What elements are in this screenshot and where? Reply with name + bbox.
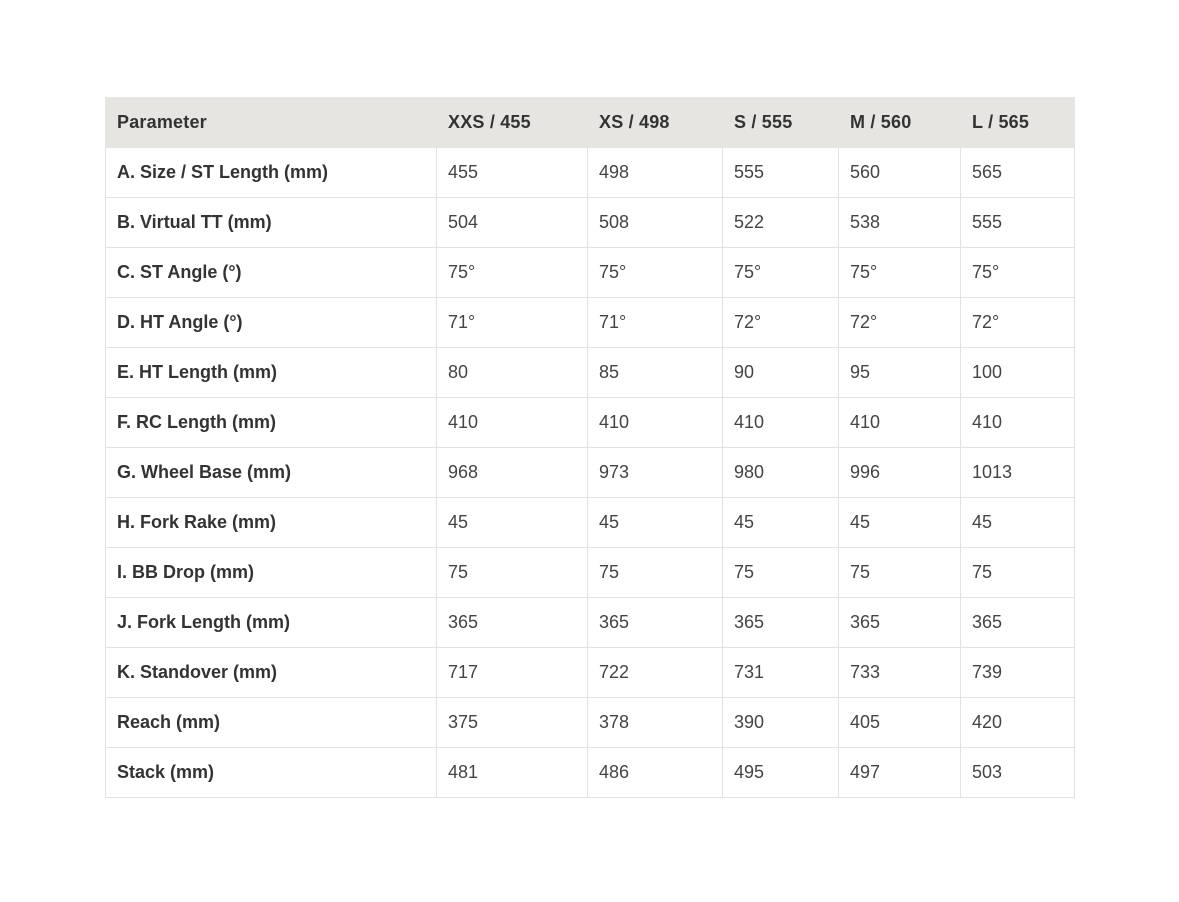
cell-xs: 722: [588, 648, 723, 698]
cell-m: 405: [839, 698, 961, 748]
header-row: [106, 98, 1075, 148]
cell-xs: 498: [588, 148, 723, 198]
cell-l: 72°: [961, 298, 1075, 348]
cell-m: 538: [839, 198, 961, 248]
column-header-parameter: Parameter: [106, 98, 437, 148]
cell-m: 733: [839, 648, 961, 698]
cell-m: 72°: [839, 298, 961, 348]
cell-m: 75°: [839, 248, 961, 298]
row-parameter-label: C. ST Angle (°): [106, 248, 437, 298]
table-row: [106, 698, 1075, 748]
table-row: [106, 298, 1075, 348]
cell-l: 45: [961, 498, 1075, 548]
cell-xxs: 75°: [437, 248, 588, 298]
cell-s: 45: [723, 498, 839, 548]
cell-xs: 410: [588, 398, 723, 448]
cell-xs: 365: [588, 598, 723, 648]
cell-m: 95: [839, 348, 961, 398]
cell-m: 497: [839, 748, 961, 798]
cell-s: 390: [723, 698, 839, 748]
cell-xs: 486: [588, 748, 723, 798]
row-parameter-label: H. Fork Rake (mm): [106, 498, 437, 548]
cell-s: 555: [723, 148, 839, 198]
cell-s: 75°: [723, 248, 839, 298]
column-header-m: M / 560: [839, 98, 961, 148]
cell-l: 555: [961, 198, 1075, 248]
table-row: [106, 448, 1075, 498]
cell-xxs: 45: [437, 498, 588, 548]
row-parameter-label: J. Fork Length (mm): [106, 598, 437, 648]
row-parameter-label: A. Size / ST Length (mm): [106, 148, 437, 198]
table-row: [106, 748, 1075, 798]
column-header-l: L / 565: [961, 98, 1075, 148]
row-parameter-label: Stack (mm): [106, 748, 437, 798]
table-row: [106, 548, 1075, 598]
geometry-table: [105, 97, 1075, 798]
cell-xxs: 455: [437, 148, 588, 198]
cell-xxs: 504: [437, 198, 588, 248]
cell-m: 75: [839, 548, 961, 598]
cell-s: 90: [723, 348, 839, 398]
cell-m: 45: [839, 498, 961, 548]
cell-xs: 75: [588, 548, 723, 598]
row-parameter-label: F. RC Length (mm): [106, 398, 437, 448]
cell-xs: 378: [588, 698, 723, 748]
table-row: [106, 398, 1075, 448]
row-parameter-label: Reach (mm): [106, 698, 437, 748]
cell-xxs: 71°: [437, 298, 588, 348]
cell-l: 365: [961, 598, 1075, 648]
cell-s: 731: [723, 648, 839, 698]
cell-m: 410: [839, 398, 961, 448]
cell-xxs: 80: [437, 348, 588, 398]
cell-xxs: 75: [437, 548, 588, 598]
cell-l: 1013: [961, 448, 1075, 498]
cell-s: 365: [723, 598, 839, 648]
cell-l: 75: [961, 548, 1075, 598]
cell-xs: 508: [588, 198, 723, 248]
cell-xs: 85: [588, 348, 723, 398]
cell-s: 522: [723, 198, 839, 248]
cell-l: 420: [961, 698, 1075, 748]
table-row: [106, 648, 1075, 698]
table-header: [106, 98, 1075, 148]
cell-xs: 45: [588, 498, 723, 548]
row-parameter-label: K. Standover (mm): [106, 648, 437, 698]
cell-s: 980: [723, 448, 839, 498]
cell-xs: 75°: [588, 248, 723, 298]
table-row: [106, 248, 1075, 298]
cell-s: 72°: [723, 298, 839, 348]
column-header-s: S / 555: [723, 98, 839, 148]
cell-xxs: 481: [437, 748, 588, 798]
row-parameter-label: I. BB Drop (mm): [106, 548, 437, 598]
cell-xs: 973: [588, 448, 723, 498]
cell-s: 75: [723, 548, 839, 598]
table-row: [106, 348, 1075, 398]
table-row: [106, 198, 1075, 248]
row-parameter-label: G. Wheel Base (mm): [106, 448, 437, 498]
cell-l: 565: [961, 148, 1075, 198]
cell-xxs: 375: [437, 698, 588, 748]
column-header-xs: XS / 498: [588, 98, 723, 148]
row-parameter-label: E. HT Length (mm): [106, 348, 437, 398]
cell-l: 75°: [961, 248, 1075, 298]
cell-l: 410: [961, 398, 1075, 448]
cell-m: 996: [839, 448, 961, 498]
cell-l: 739: [961, 648, 1075, 698]
column-header-xxs: XXS / 455: [437, 98, 588, 148]
cell-l: 100: [961, 348, 1075, 398]
cell-xxs: 968: [437, 448, 588, 498]
cell-l: 503: [961, 748, 1075, 798]
table-row: [106, 498, 1075, 548]
table-body: [106, 148, 1075, 798]
cell-xs: 71°: [588, 298, 723, 348]
cell-m: 560: [839, 148, 961, 198]
cell-s: 410: [723, 398, 839, 448]
row-parameter-label: B. Virtual TT (mm): [106, 198, 437, 248]
cell-xxs: 365: [437, 598, 588, 648]
row-parameter-label: D. HT Angle (°): [106, 298, 437, 348]
table-row: [106, 148, 1075, 198]
table-row: [106, 598, 1075, 648]
cell-m: 365: [839, 598, 961, 648]
cell-s: 495: [723, 748, 839, 798]
cell-xxs: 410: [437, 398, 588, 448]
cell-xxs: 717: [437, 648, 588, 698]
